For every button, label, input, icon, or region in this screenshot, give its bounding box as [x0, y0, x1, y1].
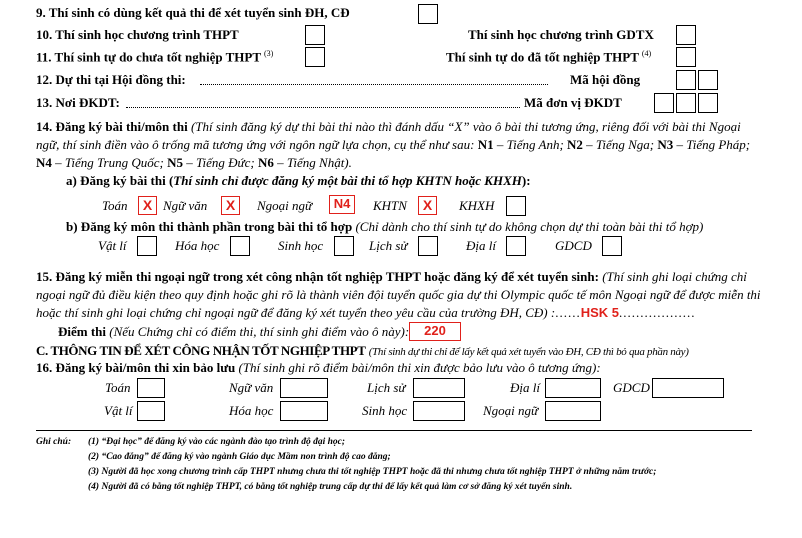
reserve-label-foreign-language: Ngoại ngữ [483, 403, 539, 418]
reserve-label-geography: Địa lí [510, 380, 540, 395]
reserve-label-math: Toán [105, 380, 131, 395]
language-name-n2: – Tiếng Nga; [586, 137, 655, 152]
item-10-thpt-checkbox[interactable] [305, 25, 325, 45]
item-12-code-label: Mã hội đồng [570, 72, 641, 87]
component-box-physics[interactable] [137, 236, 157, 256]
reserve-box-biology[interactable] [413, 401, 465, 421]
language-code-n1: N1 [477, 137, 494, 152]
language-name-n6: – Tiếng Nhật). [277, 155, 352, 170]
note-2: (2) “Cao đẳng” để đăng ký vào ngành Giáo dục Mầm non trình độ cao đẳng; [88, 452, 391, 462]
component-box-history[interactable] [418, 236, 438, 256]
divider-line [36, 430, 752, 431]
item-12-dotted-field[interactable] [200, 84, 548, 85]
item-12-label: 12. Dự thi tại Hội đồng thi: [36, 72, 186, 87]
reserve-label-physics: Vật lí [104, 403, 133, 418]
council-code-box-1[interactable] [676, 70, 696, 90]
language-code-n5: N5 [167, 155, 183, 170]
item-9-label: 9. Thí sinh có dùng kết quả thi để xét tuyển sinh ĐH, CĐ [36, 5, 350, 20]
component-label-geography: Địa lí [466, 238, 496, 253]
component-box-chemistry[interactable] [230, 236, 250, 256]
component-box-civics[interactable] [602, 236, 622, 256]
unit-code-box-2[interactable] [676, 93, 696, 113]
reserve-box-civics[interactable] [652, 378, 724, 398]
reserve-label-history: Lịch sử [367, 380, 406, 395]
subject-mark-khxh[interactable] [506, 196, 526, 216]
language-name-n3: – Tiếng Pháp; [676, 137, 751, 152]
component-label-physics: Vật lí [98, 238, 127, 253]
section-14a-title: a) Đăng ký bài thi (Thí sinh chỉ được đăng ký một bài thi tổ hợp KHTN hoặc KHXH): [66, 173, 531, 188]
subject-mark-literature[interactable]: X [221, 196, 240, 215]
subject-label-khtn: KHTN [373, 198, 407, 213]
subject-mark-foreign-language[interactable]: N4 [329, 195, 355, 214]
reserve-label-chemistry: Hóa học [229, 403, 274, 418]
reserve-box-chemistry[interactable] [280, 401, 328, 421]
component-label-civics: GDCD [555, 238, 592, 253]
section-16-header: 16. Đăng ký bài/môn thi xin bảo lưu (Thí sinh ghi rõ điểm bài/môn thi xin được bảo lưu vào ô tương ứng): [36, 360, 601, 375]
item-11-right-label: Thí sinh tự do đã tốt nghiệp THPT $^{(4)}$ [446, 49, 652, 65]
language-code-n6: N6 [257, 155, 274, 170]
item-13-label: 13. Nơi ĐKDT: [36, 95, 120, 110]
item-10-left-label: 10. Thí sinh học chương trình THPT [36, 27, 239, 42]
note-3: (3) Người đã học xong chương trình cấp THPT nhưng chưa thi tốt nghiệp THPT hoặc đã thi nhưng chưa tốt nghiệp THPT ở những năm trước; [88, 467, 657, 477]
item-11-right-checkbox[interactable] [676, 47, 696, 67]
language-code-n3: N3 [657, 137, 674, 152]
reserve-label-biology: Sinh học [362, 403, 408, 418]
reserve-box-history[interactable] [413, 378, 465, 398]
language-name-n4: – Tiếng Trung Quốc; [55, 155, 164, 170]
component-label-chemistry: Hóa học [175, 238, 220, 253]
reserve-box-geography[interactable] [545, 378, 601, 398]
subject-mark-khtn[interactable]: X [418, 196, 437, 215]
section-14-description: 14. Đăng ký bài thi/môn thi (Thí sinh đăng ký dự thi bài thi nào thì đánh dấu “X” vào ô bài thi tương ứng, riêng đối với bài thi Ngoại ngữ, thí sinh điền vào ô trống mã tương ứng với ngôn ngữ lựa chọn, cụ thể như sau: N1 – Tiếng Anh; N2 – Tiếng Nga; N3 – Tiếng Pháp; N4 – Tiếng Trung Quốc; N5 – Tiếng Đức; N6 – Tiếng Nhật). [36, 119, 751, 170]
item-13-dotted-field[interactable] [126, 107, 520, 108]
subject-label-foreign-language: Ngoại ngữ [257, 198, 313, 213]
section-c-header: C. THÔNG TIN ĐỂ XÉT CÔNG NHẬN TỐT NGHIỆP THPT (Thí sinh dự thi chỉ để lấy kết quả xét tuyển vào ĐH, CĐ thì bỏ qua phần này) [36, 343, 689, 358]
component-box-geography[interactable] [506, 236, 526, 256]
item-10-right-label: Thí sinh học chương trình GDTX [468, 27, 654, 42]
subject-label-literature: Ngữ văn [163, 198, 208, 213]
section-15-description: 15. Đăng ký miễn thi ngoại ngữ trong xét công nhận tốt nghiệp THPT hoặc đăng ký để xét tuyển sinh: (Thí sinh ghi loại chứng chỉ ngoại ngữ đủ điều kiện theo quy định hoặc ghi rõ là thành viên đội tuyển quốc gia dự thi Olympic quốc tế môn Ngoại ngữ để được miễn thi hoặc thí sinh ghi loại chứng chỉ ngoại ngữ để đăng ký xét tuyển theo yêu cầu của trường ĐH, CĐ) :......HSK 5.................. [36, 269, 761, 320]
component-box-biology[interactable] [334, 236, 354, 256]
reserve-box-math[interactable] [137, 378, 165, 398]
language-name-n1: – Tiếng Anh; [496, 137, 564, 152]
section-14b-title: b) Đăng ký môn thi thành phần trong bài thi tổ hợp (Chỉ dành cho thí sinh tự do không chọn dự thi toàn bài thi tổ hợp) [66, 219, 704, 234]
reserve-box-literature[interactable] [280, 378, 328, 398]
component-label-history: Lịch sử [369, 238, 408, 253]
reserve-label-literature: Ngữ văn [229, 380, 274, 395]
subject-mark-math[interactable]: X [138, 196, 157, 215]
note-1: (1) “Đại học” để đăng ký vào các ngành đào tạo trình độ đại học; [88, 437, 346, 447]
notes-label: Ghi chú: [36, 437, 72, 447]
language-code-n4: N4 [36, 155, 52, 170]
reserve-box-foreign-language[interactable] [545, 401, 601, 421]
subject-label-math: Toán [102, 198, 128, 213]
certificate-value[interactable]: HSK 5 [580, 305, 620, 320]
item-9-checkbox[interactable] [418, 4, 438, 24]
note-4: (4) Người đã có bằng tốt nghiệp THPT, có bằng tốt nghiệp trung cấp dự thi để lấy kết quả làm cơ sở đăng ký xét tuyển sinh. [88, 482, 573, 492]
item-11-left-checkbox[interactable] [305, 47, 325, 67]
score-label: Điểm thi (Nếu Chứng chỉ có điểm thi, thí sinh ghi điểm vào ô này): [58, 324, 410, 339]
subject-label-khxh: KHXH [459, 198, 495, 213]
score-value[interactable]: 220 [409, 322, 461, 341]
unit-code-box-3[interactable] [698, 93, 718, 113]
item-11-left-label: 11. Thí sinh tự do chưa tốt nghiệp THPT $^{(3)}$ [36, 49, 274, 65]
component-label-biology: Sinh học [278, 238, 324, 253]
unit-code-box-1[interactable] [654, 93, 674, 113]
item-10-gdtx-checkbox[interactable] [676, 25, 696, 45]
language-code-n2: N2 [567, 137, 583, 152]
language-name-n5: – Tiếng Đức; [186, 155, 255, 170]
reserve-box-physics[interactable] [137, 401, 165, 421]
item-13-code-label: Mã đơn vị ĐKDT [524, 95, 622, 110]
reserve-label-civics: GDCD [613, 380, 650, 395]
council-code-box-2[interactable] [698, 70, 718, 90]
